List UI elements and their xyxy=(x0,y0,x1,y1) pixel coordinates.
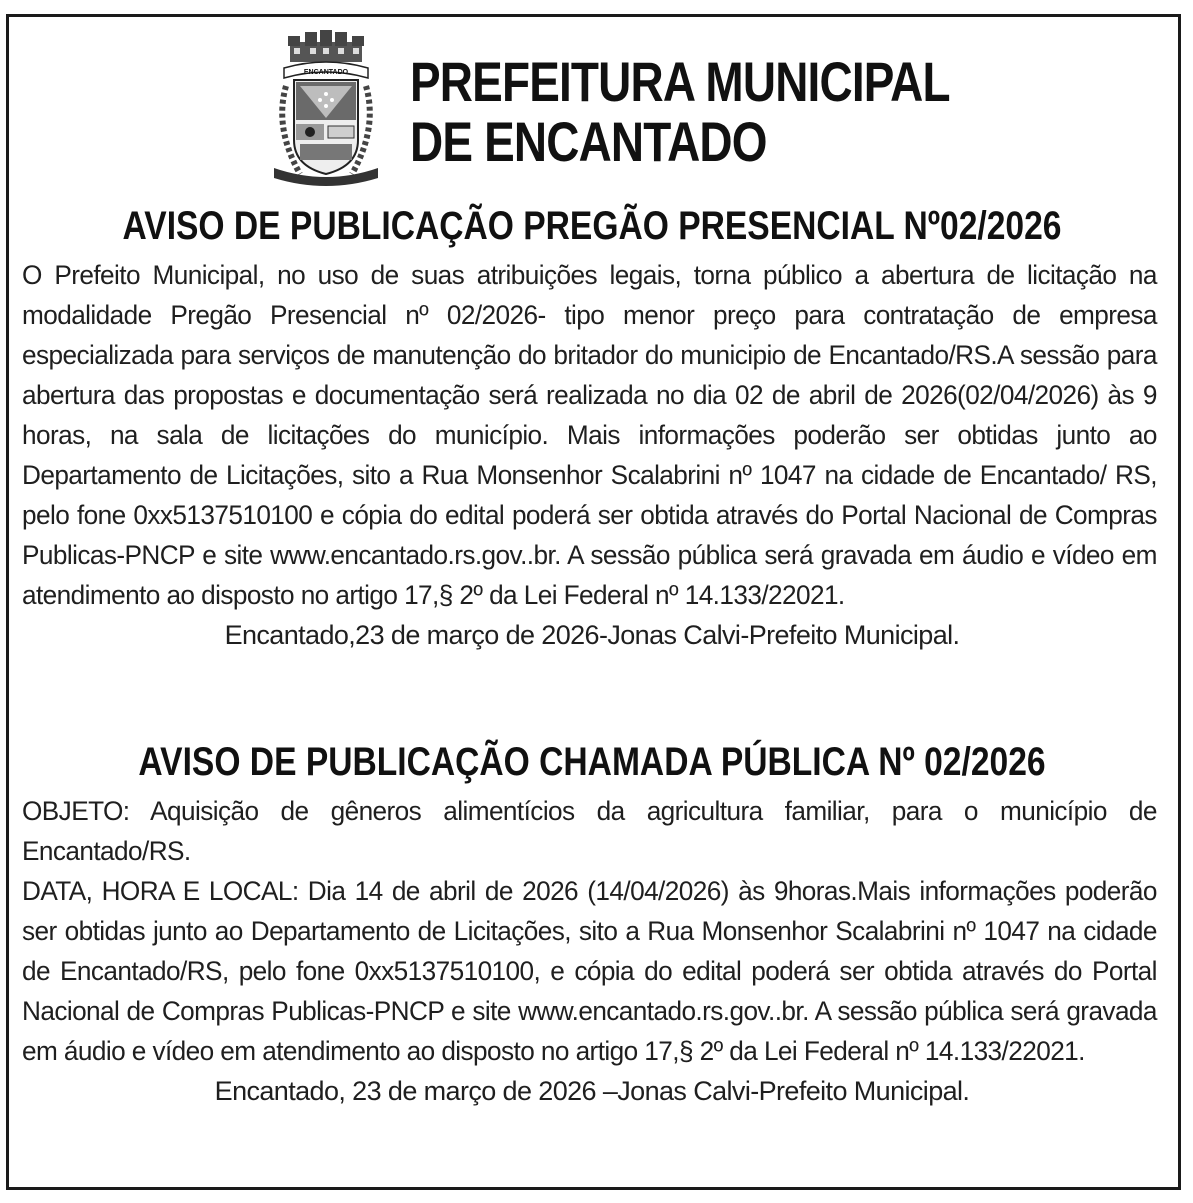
notice-chamada-signature: Encantado, 23 de março de 2026 –Jonas Calvi-Prefeito Municipal. xyxy=(214,1076,970,1106)
notice-chamada-objeto: OBJETO: Aquisição de gêneros alimentícios da agricultura familiar, para o município de Encantado/RS. xyxy=(22,796,1157,866)
notice-chamada xyxy=(22,740,1162,1111)
notice-pregao-title: AVISO DE PUBLICAÇÃO PREGÃO PRESENCIAL Nº02/2026 xyxy=(122,204,1062,248)
notice-pregao xyxy=(22,204,1162,655)
notice-chamada-title: AVISO DE PUBLICAÇÃO CHAMADA PÚBLICA Nº 02/2026 xyxy=(138,740,1046,784)
crest-label: ENCANTADO xyxy=(303,69,349,76)
notice-chamada-data-hora-local: DATA, HORA E LOCAL: Dia 14 de abril de 2026 (14/04/2026) às 9horas.Mais informações poderão ser obtidas junto ao Departamento de Licitações, sito a Rua Monsenhor Scalabrini nº 1047 na cidade de Encantado/RS, pelo fone 0xx5137510100, e cópia do edital poderá ser obtida através do Portal Nacional de Compras Publicas-PNCP e site www.encantado.rs.gov..br. A sessão pública será gravada em áudio e vídeo em atendimento ao disposto no artigo 17,§ 2º da Lei Federal nº 14.133/22021. xyxy=(22,876,1157,1066)
organization-name-line1: PREFEITURA MUNICIPAL xyxy=(410,50,950,113)
organization-name-line2: DE ENCANTADO xyxy=(410,110,767,173)
municipal-coat-of-arms-icon xyxy=(270,28,382,188)
header xyxy=(270,28,970,198)
notice-pregao-signature: Encantado,23 de março de 2026-Jonas Calvi-Prefeito Municipal. xyxy=(224,620,960,650)
notice-pregao-body: O Prefeito Municipal, no uso de suas atribuições legais, torna público a abertura de licitação na modalidade Pregão Presencial nº 02/2026- tipo menor preço para contratação de empresa especializada para serviços de manutenção do britador do municipio de Encantado/RS.A sessão para abertura das propostas e documentação será realizada no dia 02 de abril de 2026(02/04/2026) às 9 horas, na sala de licitações do município. Mais informações poderão ser obtidas junto ao Departamento de Licitações, sito a Rua Monsenhor Scalabrini nº 1047 na cidade de Encantado/ RS, pelo fone 0xx5137510100 e cópia do edital poderá ser obtida através do Portal Nacional de Compras Publicas-PNCP e site www.encantado.rs.gov..br. A sessão pública será gravada em áudio e vídeo em atendimento ao disposto no artigo 17,§ 2º da Lei Federal nº 14.133/22021. xyxy=(22,260,1157,610)
organization-name xyxy=(410,52,950,172)
